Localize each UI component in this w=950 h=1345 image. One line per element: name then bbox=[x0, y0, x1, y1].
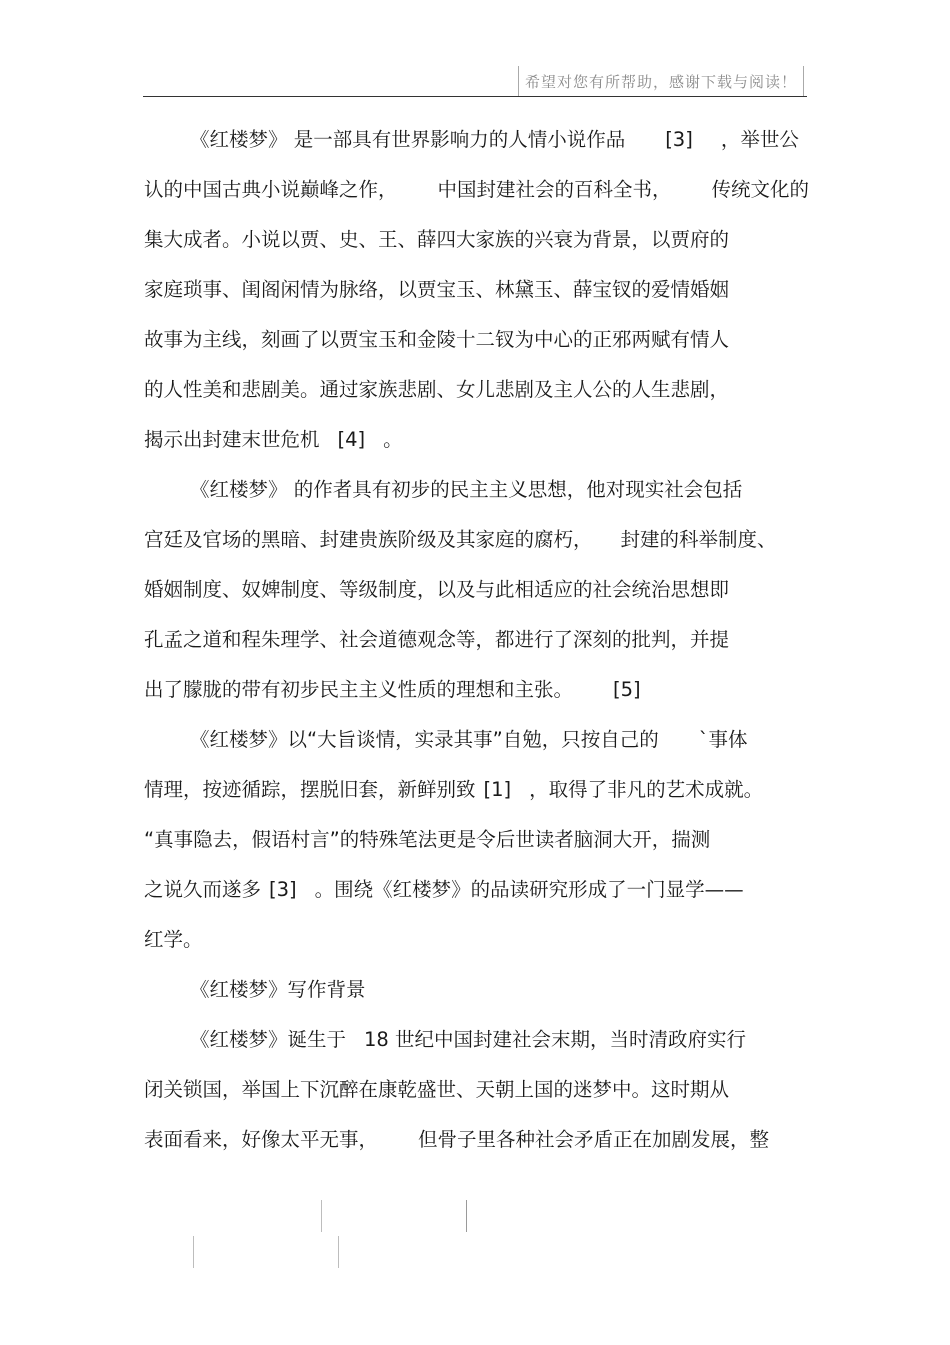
text-line bbox=[144, 915, 816, 965]
header-rule bbox=[143, 96, 807, 97]
citation: [3] bbox=[269, 878, 297, 901]
text-run: 认的中国古典小说巅峰之作， bbox=[144, 178, 398, 201]
scan-artifact-line bbox=[321, 1200, 322, 1232]
text-run: ，取得了非凡的艺术成就。 bbox=[529, 778, 764, 801]
section-heading bbox=[144, 965, 816, 1015]
text-run: 表面看来，好像太平无事， bbox=[144, 1128, 379, 1151]
text-run: 孔孟之道和程朱理学、社会道德观念等，都进行了深刻的批判，并提 bbox=[144, 628, 730, 651]
header-note: 希望对您有所帮助，感谢下载与阅读！ bbox=[518, 66, 804, 96]
text-run: 《红楼梦》 的作者具有初步的民主主义思想，他对现实社会包括 bbox=[190, 478, 743, 501]
text-run: 传统文化的 bbox=[711, 178, 810, 201]
text-line bbox=[144, 415, 816, 465]
text-line bbox=[144, 215, 816, 265]
text-line bbox=[144, 1015, 816, 1065]
text-line bbox=[144, 765, 816, 815]
text-line bbox=[144, 1065, 816, 1115]
text-run: 《红楼梦》以“大旨谈情，实录其事”自勉，只按自己的 bbox=[190, 728, 659, 751]
text-run: 封建的科举制度、 bbox=[620, 528, 777, 551]
citation: [3] bbox=[665, 128, 693, 151]
text-run: 《红楼梦》诞生于 bbox=[190, 1028, 347, 1051]
text-run: 情理，按迹循踪，摆脱旧套，新鲜别致 bbox=[144, 778, 476, 801]
text-line bbox=[144, 465, 816, 515]
text-line bbox=[144, 515, 816, 565]
text-run: 中国封建社会的百科全书， bbox=[437, 178, 672, 201]
scan-artifact-line bbox=[466, 1200, 467, 1232]
text-line bbox=[144, 665, 816, 715]
text-run: 。 bbox=[383, 428, 403, 451]
document-body bbox=[144, 115, 816, 1165]
text-line bbox=[144, 565, 816, 615]
text-run: 的人性美和悲剧美。通过家族悲剧、女儿悲剧及主人公的人生悲剧， bbox=[144, 378, 730, 401]
text-line bbox=[144, 715, 816, 765]
text-run: 出了朦胧的带有初步民主主义性质的理想和主张。 bbox=[144, 678, 574, 701]
text-run: 。围绕《红楼梦》的品读研究形成了一门显学—— bbox=[314, 878, 744, 901]
text-run: 之说久而遂多 bbox=[144, 878, 262, 901]
text-line bbox=[144, 265, 816, 315]
text-line bbox=[144, 815, 816, 865]
text-run: 红学。 bbox=[144, 928, 203, 951]
text-line bbox=[144, 315, 816, 365]
text-line bbox=[144, 865, 816, 915]
citation: [5] bbox=[613, 678, 641, 701]
text-run: 18 世纪中国封建社会末期，当时清政府实行 bbox=[364, 1028, 747, 1051]
text-run: 婚姻制度、奴婢制度、等级制度，以及与此相适应的社会统治思想即 bbox=[144, 578, 730, 601]
text-run: “真事隐去，假语村言”的特殊笔法更是令后世读者脑洞大开，揣测 bbox=[144, 828, 711, 851]
text-run: 《红楼梦》写作背景 bbox=[190, 978, 366, 1001]
text-run: 宫廷及官场的黑暗、封建贵族阶级及其家庭的腐朽， bbox=[144, 528, 593, 551]
text-line bbox=[144, 1115, 816, 1165]
text-run: 《红楼梦》 是一部具有世界影响力的人情小说作品 bbox=[190, 128, 626, 151]
text-run: `事体 bbox=[698, 728, 748, 751]
text-run: 揭示出封建末世危机 bbox=[144, 428, 320, 451]
text-run: 集大成者。小说以贾、史、王、薛四大家族的兴衰为背景，以贾府的 bbox=[144, 228, 730, 251]
text-run: 故事为主线，刻画了以贾宝玉和金陵十二钗为中心的正邪两赋有情人 bbox=[144, 328, 730, 351]
text-line bbox=[144, 365, 816, 415]
text-run: 家庭琐事、闺阁闲情为脉络，以贾宝玉、林黛玉、薛宝钗的爱情婚姻 bbox=[144, 278, 730, 301]
citation: [4] bbox=[337, 428, 366, 451]
scan-artifact-line bbox=[193, 1236, 194, 1268]
citation: [1] bbox=[483, 778, 512, 801]
scan-artifact-line bbox=[338, 1236, 339, 1268]
text-run: 但骨子里各种社会矛盾正在加剧发展，整 bbox=[418, 1128, 770, 1151]
text-run: ，举世公 bbox=[720, 128, 799, 151]
text-line bbox=[144, 115, 816, 165]
text-run: 闭关锁国，举国上下沉醉在康乾盛世、天朝上国的迷梦中。这时期从 bbox=[144, 1078, 730, 1101]
text-line bbox=[144, 615, 816, 665]
text-line bbox=[144, 165, 816, 215]
